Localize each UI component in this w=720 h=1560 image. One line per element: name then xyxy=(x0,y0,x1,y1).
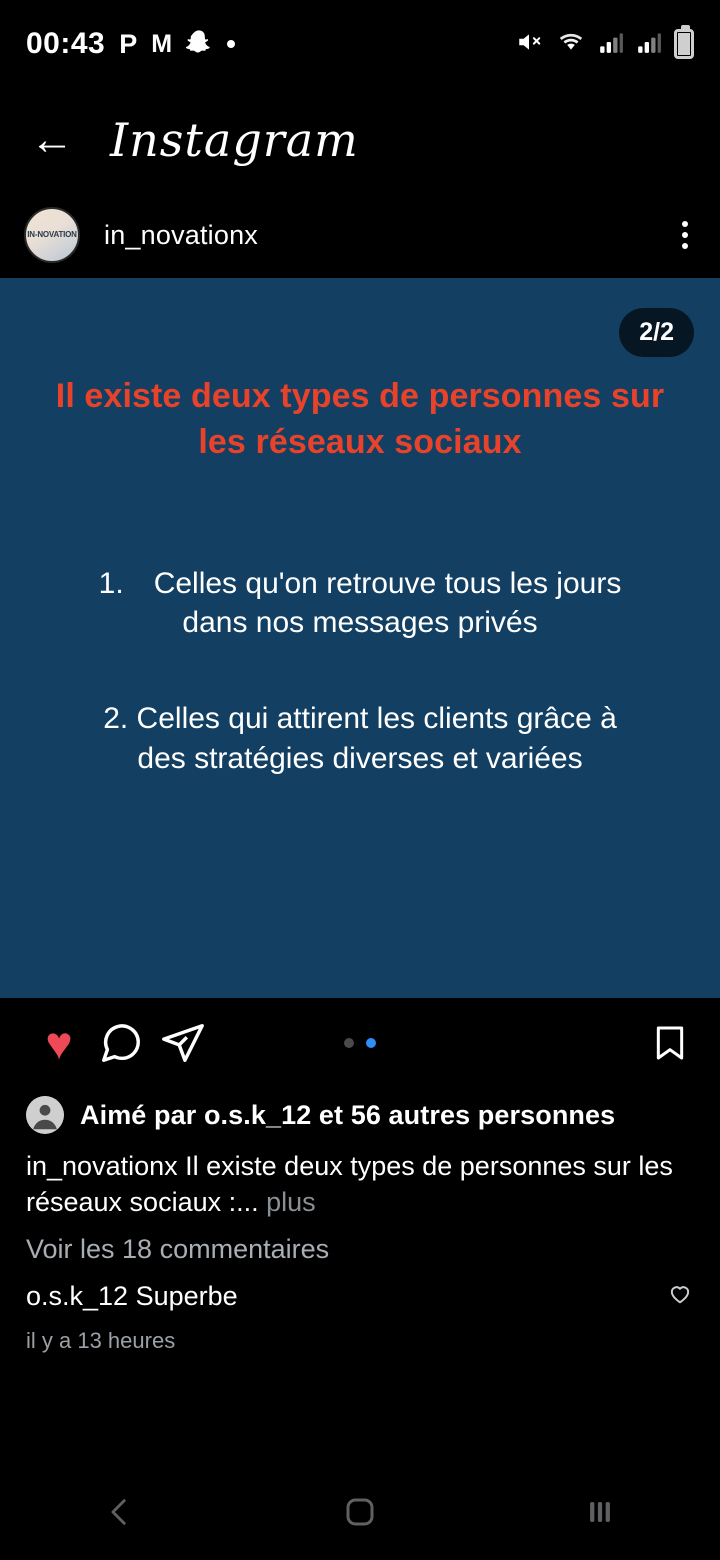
back-arrow-icon[interactable]: ← xyxy=(30,115,74,164)
nav-home-icon[interactable] xyxy=(337,1489,383,1535)
media-title: Il existe deux types de personnes sur les réseaux sociaux xyxy=(55,377,665,461)
app-bar xyxy=(0,88,720,192)
pager-dot-active xyxy=(366,1038,376,1048)
list-item: 2. Celles qui attirent les clients grâce à des stratégies diverses et variées xyxy=(103,701,617,775)
timestamp: il y a 13 heures xyxy=(26,1328,176,1354)
signal-icon-1 xyxy=(598,29,624,60)
notification-dot-icon xyxy=(227,40,235,48)
caption-username[interactable]: in_novationx xyxy=(26,1151,178,1181)
comment-like-icon[interactable] xyxy=(666,1279,694,1314)
status-left-group xyxy=(26,27,235,61)
media-list xyxy=(38,564,682,778)
caption-text: Il existe deux types de personnes sur les réseaux sociaux :... xyxy=(26,1151,673,1218)
carousel-counter: 2/2 xyxy=(619,308,694,357)
liker-avatar-image xyxy=(26,1096,64,1134)
battery-icon xyxy=(674,29,694,59)
comment-icon xyxy=(98,1020,144,1066)
heart-icon: ♥ xyxy=(45,1017,73,1069)
status-right-group xyxy=(514,29,694,60)
avatar[interactable] xyxy=(24,207,80,263)
nav-back-icon[interactable] xyxy=(97,1489,143,1535)
comment-row xyxy=(26,1279,694,1314)
status-bar xyxy=(0,0,720,88)
liker-avatar xyxy=(26,1096,64,1134)
share-button[interactable] xyxy=(152,1012,214,1074)
gmail-icon: M xyxy=(151,29,172,58)
mute-icon xyxy=(514,29,544,60)
caption-more-link[interactable]: plus xyxy=(258,1187,316,1218)
pager-dot xyxy=(344,1038,354,1048)
caption-block xyxy=(0,1088,720,1354)
post-username[interactable]: in_novationx xyxy=(104,219,259,250)
caption xyxy=(26,1148,694,1220)
status-clock: 00:43 xyxy=(26,27,106,60)
instagram-wordmark: Instagram xyxy=(110,113,359,167)
system-nav-bar xyxy=(0,1464,720,1560)
action-bar xyxy=(0,998,720,1088)
save-button[interactable] xyxy=(648,1018,692,1068)
comment-text: Superbe xyxy=(135,1281,238,1312)
bookmark-icon xyxy=(650,1020,690,1066)
likes-row[interactable] xyxy=(26,1096,694,1134)
snapchat-icon xyxy=(185,28,213,60)
comment-username[interactable]: o.s.k_12 xyxy=(26,1281,129,1312)
wifi-icon xyxy=(556,29,586,60)
comment-button[interactable] xyxy=(90,1012,152,1074)
carousel-pager xyxy=(344,1038,376,1048)
avatar-label: IN-NOVATION xyxy=(27,229,77,239)
share-icon xyxy=(160,1020,206,1066)
like-button[interactable] xyxy=(28,1012,90,1074)
media-content xyxy=(0,278,720,778)
post-header xyxy=(0,192,720,278)
parking-app-icon: P xyxy=(119,28,138,59)
nav-recents-icon[interactable] xyxy=(577,1489,623,1535)
more-options-icon[interactable] xyxy=(682,221,698,249)
signal-icon-2 xyxy=(636,29,662,60)
list-item: 1. Celles qu'on retrouve tous les jours dans nos messages privés xyxy=(98,566,622,640)
post-media[interactable] xyxy=(0,278,720,998)
likes-text: Aimé par o.s.k_12 et 56 autres personnes xyxy=(80,1099,616,1130)
view-comments-link[interactable]: Voir les 18 commentaires xyxy=(26,1234,330,1265)
